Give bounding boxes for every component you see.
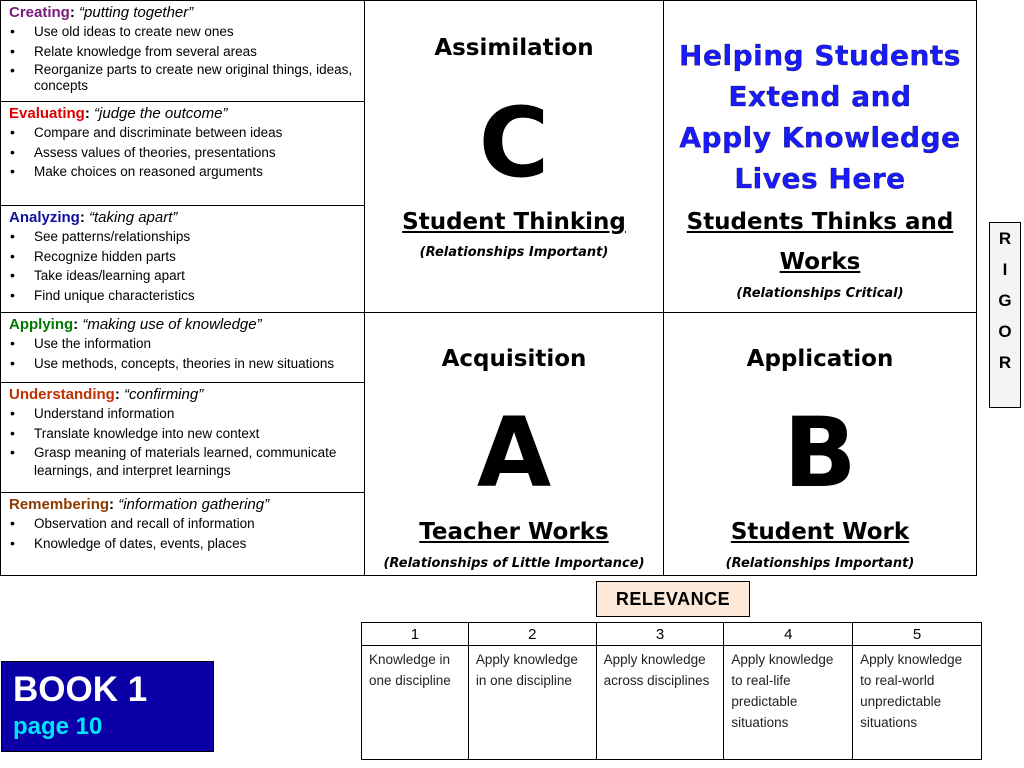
- level-analyzing: [1, 206, 364, 313]
- book-title: BOOK 1: [13, 670, 148, 709]
- table-header-row: [362, 623, 982, 646]
- level-quote: “judge the outcome”: [94, 105, 228, 122]
- list-item: • Use the information: [9, 335, 356, 353]
- level-heading: Analyzing: “taking apart”: [9, 209, 178, 226]
- column-header: 1: [362, 623, 469, 646]
- table-cell: Apply knowledge across disciplines: [596, 646, 724, 760]
- level-heading: Creating: “putting together”: [9, 4, 194, 21]
- level-heading: Evaluating: “judge the outcome”: [9, 105, 228, 122]
- quadrant-letter: B: [783, 397, 857, 509]
- table-cell: Apply knowledge to real-life predictable situations: [724, 646, 853, 760]
- level-name: Understanding: [9, 386, 115, 403]
- table-row: [362, 646, 982, 760]
- quadrant-title: Acquisition: [441, 346, 587, 372]
- heading-line: Lives Here: [734, 162, 906, 195]
- book-page: page 10: [13, 713, 103, 740]
- level-name: Analyzing: [9, 209, 80, 226]
- table-cell: Knowledge in one discipline: [362, 646, 469, 760]
- heading-line: Helping Students: [679, 39, 961, 72]
- quadrant-b: [663, 312, 977, 576]
- list-item: • Knowledge of dates, events, places: [9, 535, 356, 553]
- quadrant-note: (Relationships Important): [419, 245, 609, 260]
- list-item: • Compare and discriminate between ideas: [9, 124, 356, 142]
- level-name: Remembering: [9, 496, 110, 513]
- level-quote: “information gathering”: [118, 496, 270, 513]
- list-item: • Use old ideas to create new ones: [9, 23, 356, 41]
- level-evaluating: [1, 102, 364, 206]
- rigor-letter: R: [998, 229, 1012, 248]
- level-name: Evaluating: [9, 105, 85, 122]
- list-item: • Understand information: [9, 405, 356, 423]
- quadrant-letter: A: [476, 397, 552, 509]
- table-cell: Apply knowledge to real-world unpredictable situations: [853, 646, 982, 760]
- rigor-axis-label: [989, 222, 1021, 408]
- level-heading: Remembering: “information gathering”: [9, 496, 270, 513]
- quadrant-note: (Relationships Important): [725, 556, 915, 571]
- quadrant-subtitle-line2: Works: [779, 249, 861, 275]
- quadrant-a: [364, 312, 664, 576]
- level-remembering: [1, 493, 364, 575]
- quadrant-subtitle: Student Thinking: [402, 209, 626, 235]
- list-item: • Grasp meaning of materials learned, communicate learnings, and interpret learnings: [9, 444, 356, 479]
- column-header: 5: [853, 623, 982, 646]
- rigor-letter: I: [1002, 260, 1008, 279]
- rigor-letter: G: [998, 291, 1012, 310]
- quadrant-letter: C: [478, 87, 550, 199]
- level-heading: Applying: “making use of knowledge”: [9, 316, 262, 333]
- quadrant-d: [663, 0, 977, 313]
- quadrant-heading: [664, 35, 976, 199]
- relevance-axis-label: RELEVANCE: [596, 581, 750, 617]
- level-name: Creating: [9, 4, 70, 21]
- list-item: • Use methods, concepts, theories in new situations: [9, 355, 356, 373]
- list-item: • Translate knowledge into new context: [9, 425, 356, 443]
- rigor-letter: R: [998, 353, 1012, 372]
- list-item: • Find unique characteristics: [9, 287, 356, 305]
- heading-line: Extend and: [728, 80, 912, 113]
- list-item: • Assess values of theories, presentations: [9, 144, 356, 162]
- level-applying: [1, 313, 364, 383]
- quadrant-note: (Relationships of Little Importance): [383, 556, 645, 571]
- list-item: • Relate knowledge from several areas: [9, 43, 356, 61]
- list-item: • Observation and recall of information: [9, 515, 356, 533]
- taxonomy-panel: [0, 0, 365, 576]
- list-item: • Reorganize parts to create new original things, ideas, concepts: [9, 62, 356, 94]
- level-quote: “taking apart”: [89, 209, 178, 226]
- quadrant-subtitle: Teacher Works: [419, 519, 609, 545]
- level-name: Applying: [9, 316, 74, 333]
- column-header: 2: [468, 623, 596, 646]
- book-reference-badge: [1, 661, 214, 752]
- level-quote: “making use of knowledge”: [82, 316, 262, 333]
- column-header: 3: [596, 623, 724, 646]
- list-item: • Recognize hidden parts: [9, 248, 356, 266]
- quadrant-title: Assimilation: [434, 35, 594, 61]
- quadrant-title: Application: [746, 346, 894, 372]
- level-quote: “putting together”: [79, 4, 194, 21]
- level-heading: Understanding: “confirming”: [9, 386, 204, 403]
- quadrant-c: [364, 0, 664, 313]
- list-item: • Take ideas/learning apart: [9, 267, 356, 285]
- rigor-letter: O: [998, 322, 1012, 341]
- list-item: • See patterns/relationships: [9, 228, 356, 246]
- quadrant-subtitle: Students Thinks and: [686, 209, 954, 235]
- table-cell: Apply knowledge in one discipline: [468, 646, 596, 760]
- relevance-table: [361, 622, 982, 760]
- heading-line: Apply Knowledge: [679, 121, 961, 154]
- level-quote: “confirming”: [124, 386, 204, 403]
- level-understanding: [1, 383, 364, 493]
- column-header: 4: [724, 623, 853, 646]
- level-creating: [1, 1, 364, 102]
- quadrant-subtitle: Student Work: [730, 519, 910, 545]
- list-item: • Make choices on reasoned arguments: [9, 163, 356, 181]
- quadrant-note: (Relationships Critical): [736, 286, 904, 301]
